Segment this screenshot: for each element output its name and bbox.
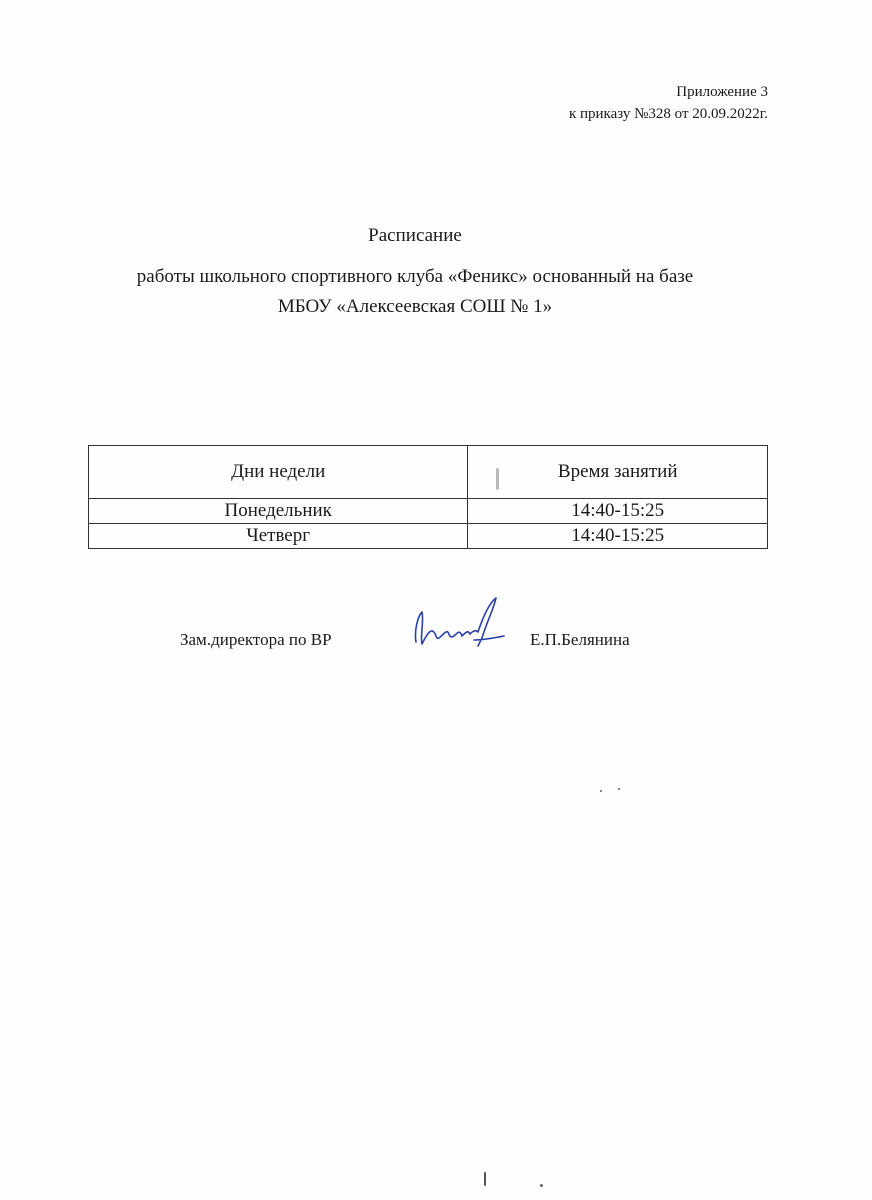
- document-subtitle-line1: работы школьного спортивного клуба «Феникс» основанный на базе: [136, 266, 694, 287]
- table-row: [89, 524, 768, 549]
- scan-speck: [540, 1184, 543, 1187]
- scan-mark: [484, 1172, 486, 1186]
- cell-time: 14:40-15:25: [468, 524, 768, 549]
- cell-day: Четверг: [89, 524, 468, 549]
- document-subtitle-line2: МБОУ «Алексеевская СОШ № 1»: [277, 296, 553, 317]
- scan-speck: [600, 790, 602, 792]
- scan-speck: [618, 788, 620, 790]
- cell-time: 14:40-15:25: [468, 499, 768, 524]
- annex-number: Приложение 3: [676, 84, 768, 100]
- signer-position: Зам.директора по ВР: [180, 630, 332, 649]
- signer-name: Е.П.Белянина: [530, 630, 630, 649]
- header-days: Дни недели: [89, 446, 468, 499]
- table-header-row: [89, 446, 768, 499]
- handwritten-signature: [410, 590, 510, 660]
- annex-order-reference: к приказу №328 от 20.09.2022г.: [568, 106, 768, 122]
- scan-artifact: [496, 468, 499, 490]
- schedule-table: [88, 445, 768, 549]
- table-row: [89, 499, 768, 524]
- cell-day: Понедельник: [89, 499, 468, 524]
- annex-reference: [569, 81, 768, 125]
- header-time: Время занятий: [468, 446, 768, 499]
- document-title: Расписание: [368, 225, 462, 246]
